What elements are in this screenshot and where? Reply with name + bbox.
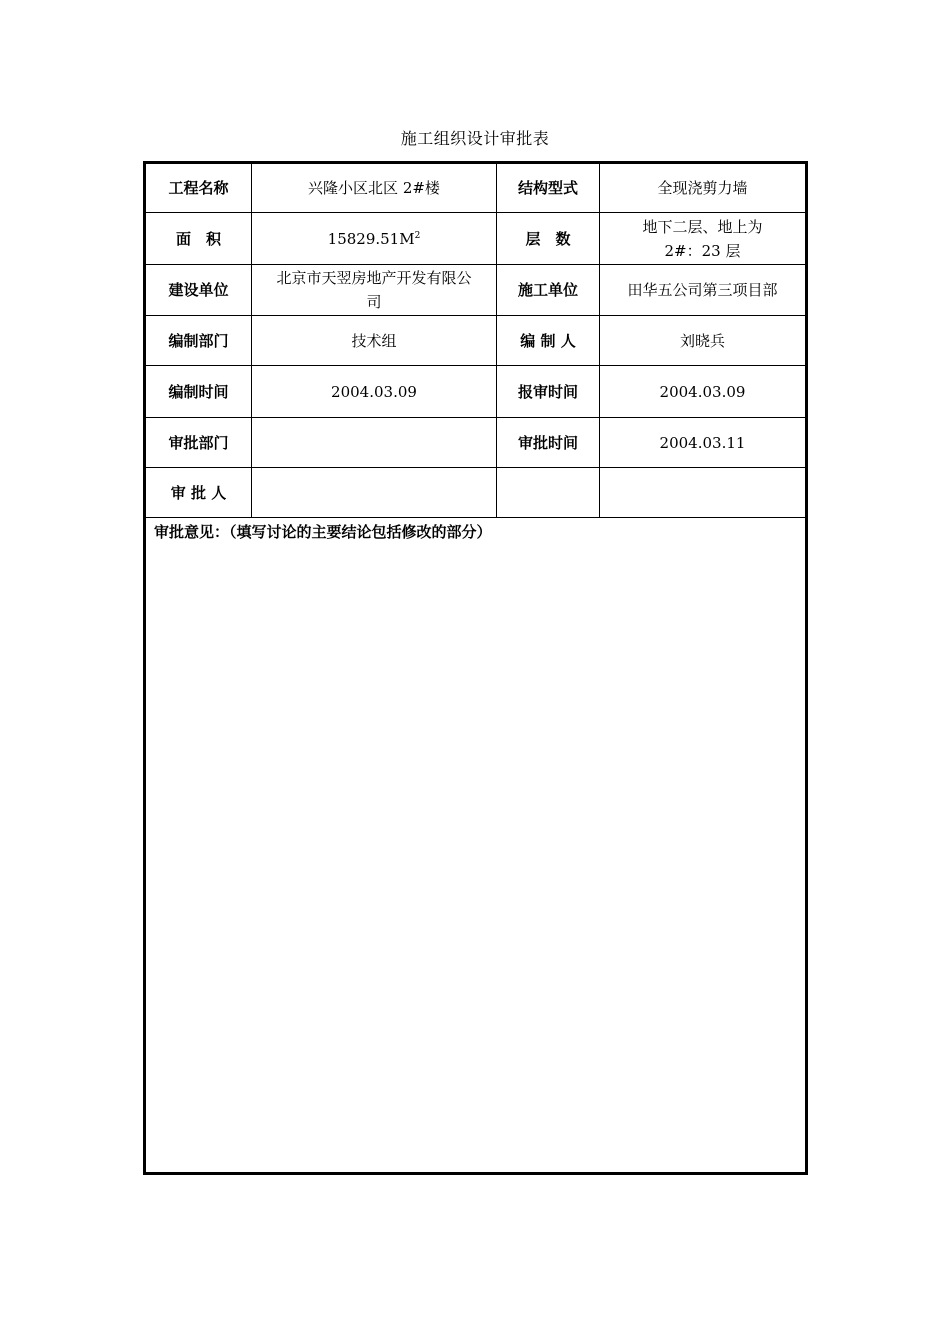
project-name-label: 工程名称	[145, 163, 252, 213]
floors-value-line2: 2#：23 层	[664, 241, 741, 260]
blank-cell	[600, 468, 807, 518]
floors-value-line1: 地下二层、地上为	[642, 217, 763, 236]
client-unit-line2: 司	[366, 293, 382, 311]
approval-date-value: 2004.03.11	[600, 418, 807, 468]
table-row	[145, 163, 807, 213]
submit-date-label: 报审时间	[497, 366, 600, 418]
approval-opinion-field	[145, 518, 807, 1174]
compiling-dept-value: 技术组	[252, 316, 497, 366]
approval-date-label: 审批时间	[497, 418, 600, 468]
table-row	[145, 518, 807, 1174]
client-unit-value	[252, 265, 497, 316]
compiling-dept-label: 编制部门	[145, 316, 252, 366]
table-row	[145, 468, 807, 518]
compiler-value: 刘晓兵	[600, 316, 807, 366]
approval-dept-label: 审批部门	[145, 418, 252, 468]
table-row	[145, 265, 807, 316]
floors-label: 层 数	[497, 213, 600, 265]
compile-date-value: 2004.03.09	[252, 366, 497, 418]
approval-form-table	[143, 161, 808, 1175]
client-unit-line1: 北京市天翌房地产开发有限公	[276, 269, 472, 287]
structure-type-value: 全现浇剪力墙	[600, 163, 807, 213]
table-row	[145, 213, 807, 265]
table-row	[145, 418, 807, 468]
compiler-label: 编 制 人	[497, 316, 600, 366]
area-unit-superscript: 2	[414, 230, 421, 241]
contractor-unit-label: 施工单位	[497, 265, 600, 316]
area-number: 15829.51M	[327, 229, 415, 248]
contractor-unit-value: 田华五公司第三项目部	[600, 265, 807, 316]
approver-value	[252, 468, 497, 518]
project-name-value: 兴隆小区北区 2#楼	[252, 163, 497, 213]
table-row	[145, 366, 807, 418]
floors-value	[600, 213, 807, 265]
submit-date-value: 2004.03.09	[600, 366, 807, 418]
compile-date-label: 编制时间	[145, 366, 252, 418]
document-title: 施工组织设计审批表	[400, 129, 550, 148]
approver-label: 审 批 人	[145, 468, 252, 518]
area-value	[252, 213, 497, 265]
approval-dept-value	[252, 418, 497, 468]
approval-opinion-label: 审批意见：（填写讨论的主要结论包括修改的部分）	[154, 523, 492, 541]
blank-cell	[497, 468, 600, 518]
table-row	[145, 316, 807, 366]
structure-type-label: 结构型式	[497, 163, 600, 213]
area-label: 面 积	[145, 213, 252, 265]
client-unit-label: 建设单位	[145, 265, 252, 316]
